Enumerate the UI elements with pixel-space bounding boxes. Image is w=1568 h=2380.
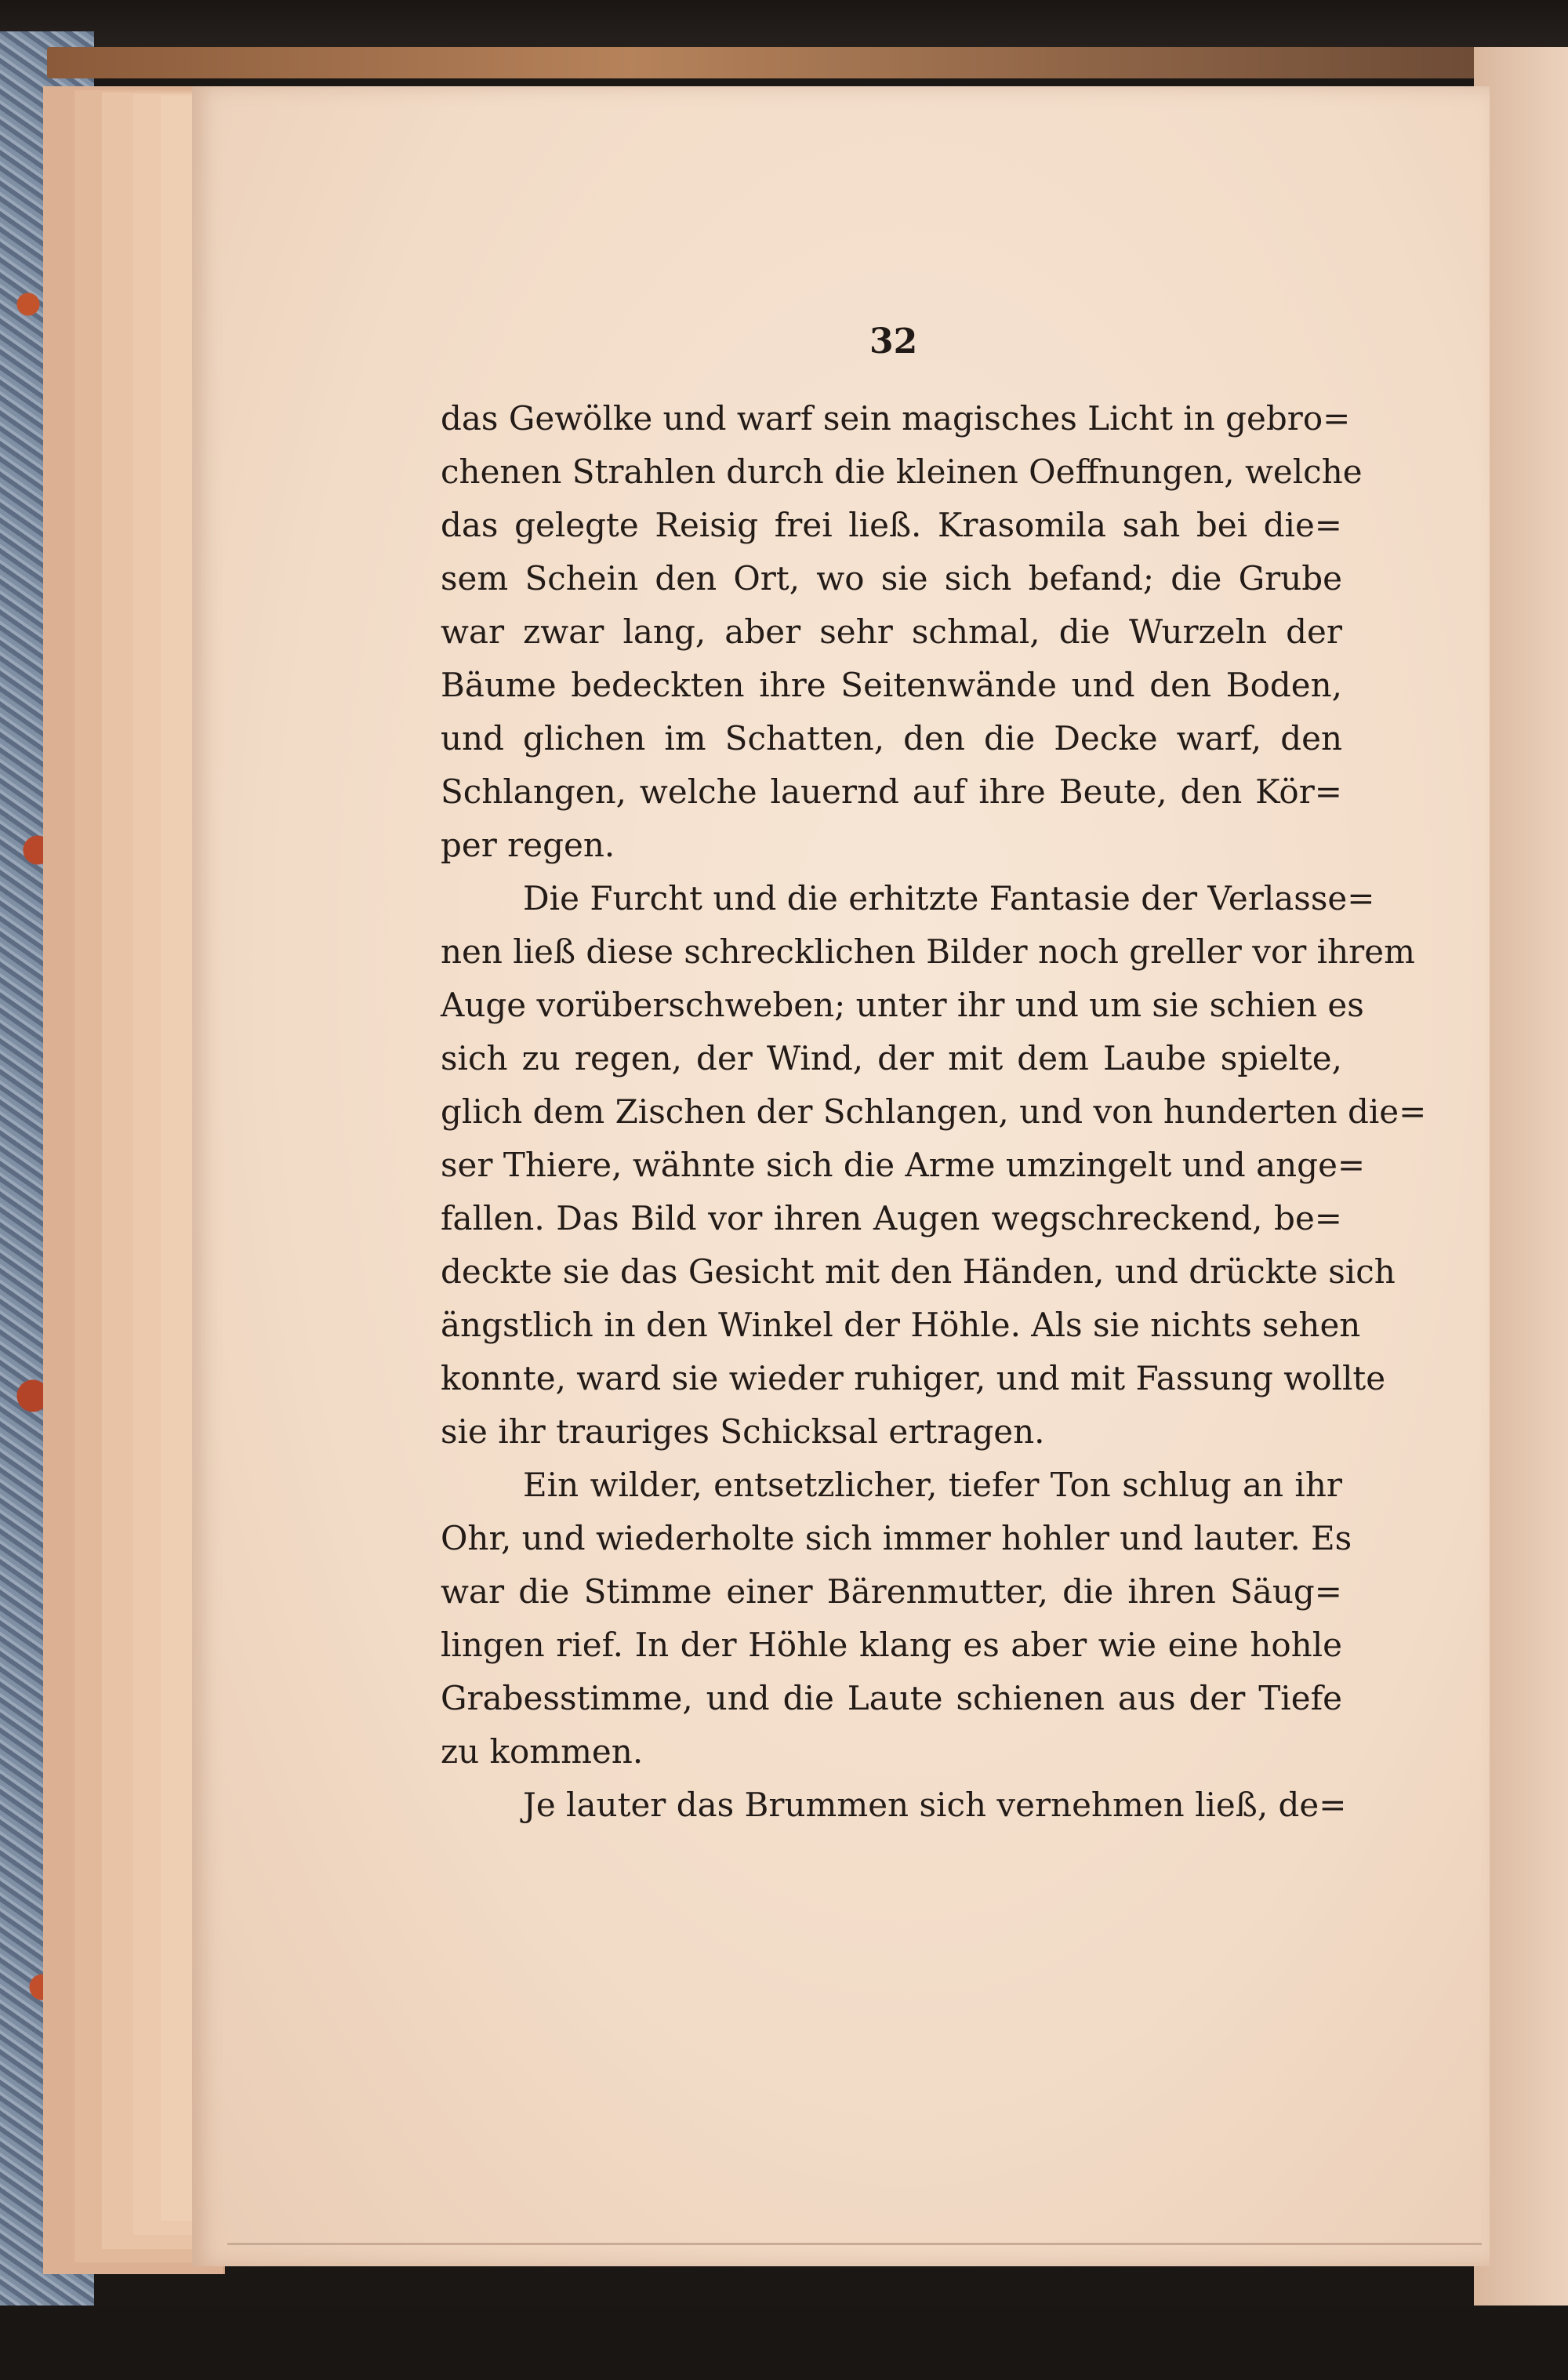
text-line: Bäume bedeckten ihre Seitenwände und den Boden, bbox=[441, 666, 1342, 704]
text-line: lingen rief. In der Höhle klang es aber wie eine hohle bbox=[441, 1626, 1342, 1664]
text-line: das gelegte Reisig frei ließ. Krasomila sah bei die= bbox=[441, 506, 1342, 544]
text-line: sem Schein den Ort, wo sie sich befand; die Grube bbox=[441, 559, 1342, 598]
text-line: Auge vorüberschweben; unter ihr und um sie schien es bbox=[441, 986, 1364, 1024]
text-line: deckte sie das Gesicht mit den Händen, und drückte sich bbox=[441, 1252, 1396, 1291]
text-line: konnte, ward sie wieder ruhiger, und mit Fassung wollte bbox=[441, 1359, 1386, 1397]
book-spine-edge bbox=[47, 47, 1505, 78]
body-text bbox=[441, 392, 1427, 1832]
text-line: das Gewölke und warf sein magisches Licht in gebro= bbox=[441, 399, 1351, 438]
background-bottom bbox=[0, 2306, 1568, 2380]
text-line: glich dem Zischen der Schlangen, und von hunderten die= bbox=[441, 1092, 1427, 1131]
text-line: ängstlich in den Winkel der Höhle. Als sie nichts sehen bbox=[441, 1306, 1361, 1344]
page-number: 32 bbox=[869, 322, 918, 362]
text-line: Ohr, und wiederholte sich immer hohler und lauter. Es bbox=[441, 1519, 1352, 1557]
text-line: ser Thiere, wähnte sich die Arme umzingelt und ange= bbox=[441, 1146, 1366, 1184]
paragraph-start: Je lauter das Brummen sich vernehmen ließ, de= bbox=[523, 1786, 1347, 1824]
text-line: war zwar lang, aber sehr schmal, die Wurzeln der bbox=[441, 612, 1342, 651]
text-line: Schlangen, welche lauernd auf ihre Beute, den Kör= bbox=[441, 772, 1342, 811]
text-line: war die Stimme einer Bärenmutter, die ihren Säug= bbox=[441, 1572, 1342, 1611]
text-line: nen ließ diese schrecklichen Bilder noch greller vor ihrem bbox=[441, 932, 1415, 971]
text-line: sich zu regen, der Wind, der mit dem Laube spielte, bbox=[441, 1039, 1342, 1077]
text-line: Grabesstimme, und die Laute schienen aus der Tiefe bbox=[441, 1679, 1342, 1717]
paragraph-start: Ein wilder, entsetzlicher, tiefer Ton schlug an ihr bbox=[523, 1466, 1342, 1504]
text-line: fallen. Das Bild vor ihren Augen wegschreckend, be= bbox=[441, 1199, 1342, 1237]
text-line: und glichen im Schatten, den die Decke warf, den bbox=[441, 719, 1342, 758]
text-line: per regen. bbox=[441, 826, 615, 864]
paragraph-start: Die Furcht und die erhitzte Fantasie der Verlasse= bbox=[523, 879, 1375, 917]
text-line: sie ihr trauriges Schicksal ertragen. bbox=[441, 1412, 1045, 1451]
page-bottom-edge bbox=[227, 2243, 1482, 2245]
text-line: chenen Strahlen durch die kleinen Oeffnungen, welche bbox=[441, 452, 1363, 491]
text-line: zu kommen. bbox=[441, 1732, 644, 1771]
